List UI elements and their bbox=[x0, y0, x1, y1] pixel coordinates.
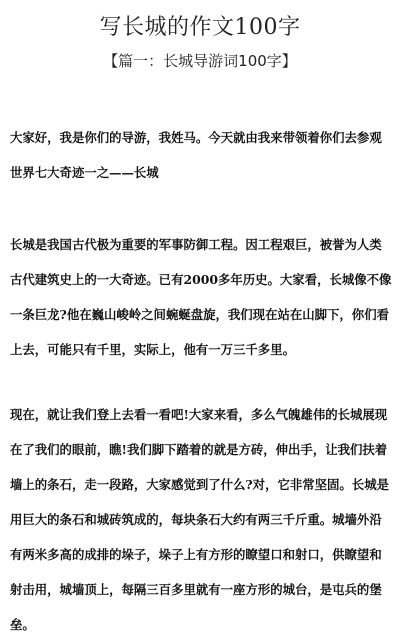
paragraph-intro: 大家好，我是你们的导游，我姓马。今天就由我来带领着你们去参观世界七大奇迹一之——长城 bbox=[10, 130, 382, 180]
section-heading: 【篇一：长城导游词100字】 bbox=[103, 52, 297, 70]
paragraph-history: 长城是我国古代极为重要的军事防御工程。因工程艰巨，被誉为人类古代建筑史上的一大奇迹。已有2000多年历史。大家看，长城像不像一条巨龙?他在巍山峻岭之间蜿蜒盘旋，我们现在站在山脚下，你们看上去，可能只有千里，实际上，他有一万三千多里。 bbox=[10, 237, 392, 357]
document-title: 写长城的作文100字 bbox=[99, 15, 301, 40]
paragraph-climb: 现在，就让我们登上去看一看吧!大家来看，多么气魄雄伟的长城展现在了我们的眼前，瞧!我们脚下踏着的就是方砖，伸出手，让我们扶着墙上的条石，走一段路，大家感觉到了什么?对，它非常坚固。长城是用巨大的条石和城砖筑成的，每块条石大约有两三千斤重。城墙外沿有两米多高的成排的垛子，垛子上有方形的瞭望口和射口，供瞭望和射击用，城墙顶上，每隔三百多里就有一座方形的城台，是屯兵的堡垒。 bbox=[10, 407, 389, 632]
